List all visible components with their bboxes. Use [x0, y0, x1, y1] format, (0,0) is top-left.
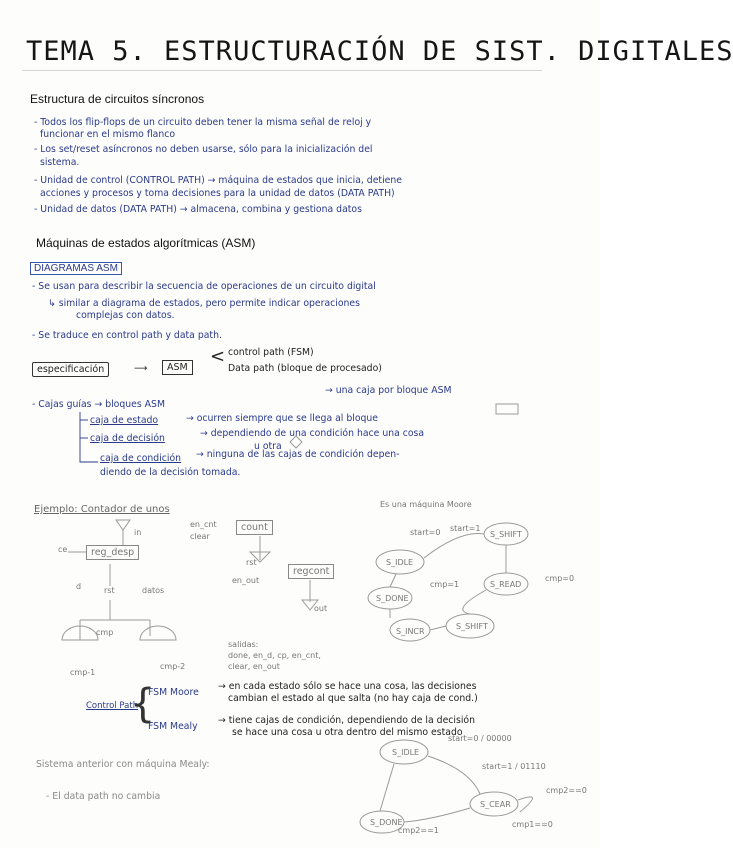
- node-s-shift-a: [484, 523, 528, 545]
- node-s-done: [368, 587, 412, 609]
- asm-diagram-tag: DIAGRAMAS ASM: [30, 262, 122, 275]
- edge-read-shiftb: [463, 590, 486, 614]
- mealy-text-1: → tiene cajas de condición, dependiendo de la decisión: [218, 715, 475, 726]
- state-s-shift-b: S_SHIFT: [456, 622, 488, 631]
- count-box: count: [236, 520, 273, 535]
- mealy-node-idle: [380, 740, 428, 764]
- state-box-icon: [496, 404, 518, 414]
- s1-line-4: sistema.: [40, 157, 80, 168]
- state-s-idle: S_IDLE: [386, 558, 414, 567]
- trans-cmp-0: cmp=0: [545, 574, 575, 583]
- node-s-shift-b: [446, 614, 494, 638]
- mealy-lbl-start1: start=1 / 01110: [482, 762, 546, 771]
- outputs-line2: clear, en_out: [228, 662, 280, 671]
- edge-idle-shift: [424, 534, 484, 559]
- flow-out-control: control path (FSM): [228, 347, 314, 358]
- node-s-incr: [390, 619, 430, 641]
- s1-line-2: funcionar en el mismo flanco: [40, 129, 176, 140]
- mealy-node-done: [360, 811, 404, 833]
- lbl-en-out: en_out: [232, 576, 260, 585]
- mealy-state-idle: S_IDLE: [392, 748, 420, 757]
- spec-arrow: ⟶: [134, 363, 148, 374]
- moore-text-2: cambian el estado al que salta (no hay caja de cond.): [228, 693, 478, 704]
- s2-line-2: ↳ similar a diagrama de estados, pero permite indicar operaciones: [48, 298, 360, 309]
- example-heading: Ejemplo: Contador de unos: [34, 504, 170, 515]
- section1-heading: Estructura de circuitos síncronos: [30, 92, 205, 106]
- lbl-cmp: cmp: [96, 628, 114, 637]
- s2-line-1: - Se usan para describir la secuencia de operaciones de un circuito digital: [32, 281, 376, 292]
- s1-line-3: - Los set/reset asíncronos no deben usarse, sólo para la inicialización del: [34, 144, 373, 155]
- lbl-out: out: [314, 604, 328, 613]
- flow-out-data: Data path (bloque de procesado): [228, 363, 382, 374]
- trans-start-0: start=0: [410, 528, 441, 537]
- mealy-edge-done-idle: [380, 764, 394, 811]
- lbl-d: d: [76, 582, 82, 591]
- page-title: TEMA 5. ESTRUCTURACIÓN DE SIST. DIGITALES: [26, 36, 733, 67]
- lbl-cmp-2: cmp-2: [160, 662, 186, 671]
- moore-text-1: → en cada estado sólo se hace una cosa, las decisiones: [218, 681, 477, 692]
- edge-done-idle: [390, 574, 396, 587]
- mealy-edge-cear-done: [404, 808, 470, 822]
- compare-brace: {: [130, 681, 156, 727]
- caja-decision-text2: u otra: [254, 441, 282, 452]
- mealy-label: FSM Mealy: [148, 721, 198, 732]
- caja-condicion-text2: diendo de la decisión tomada.: [100, 467, 241, 478]
- input-triangle: [116, 520, 130, 530]
- caja-condicion-label: caja de condición: [100, 453, 182, 464]
- caja-condicion-text: → ninguna de las cajas de condición depen-: [196, 449, 400, 460]
- section2-heading: Máquinas de estados algorítmicas (ASM): [36, 236, 256, 250]
- asm-box: ASM: [162, 360, 193, 375]
- edge-shiftb-incr: [430, 626, 446, 630]
- mealy-state-cear: S_CEAR: [480, 800, 511, 809]
- state-s-done: S_DONE: [376, 594, 409, 603]
- fsm-moore-note: Es una máquina Moore: [380, 500, 472, 509]
- lbl-ce: ce: [58, 545, 68, 554]
- lbl-datos: datos: [142, 586, 165, 595]
- mealy-heading: Sistema anterior con máquina Mealy:: [36, 759, 210, 770]
- outputs-line1: done, en_d, cp, en_cnt,: [228, 651, 321, 660]
- lbl-rst2: rst: [246, 558, 257, 567]
- trans-cmp-1: cmp=1: [430, 580, 460, 589]
- lbl-en-cnt: en_cnt: [190, 520, 217, 529]
- boxes-intro-note: → una caja por bloque ASM: [325, 385, 452, 396]
- mealy-edge-self: [518, 797, 533, 812]
- mealy-lbl-cmp2-1: cmp2==1: [398, 826, 439, 835]
- control-path-label: Control Path: [86, 701, 139, 711]
- mealy-lbl-cmp2-0: cmp2==0: [546, 786, 587, 795]
- state-s-read: S_READ: [490, 580, 522, 589]
- node-s-read: [484, 573, 528, 595]
- mealy-edge-idle-cear: [428, 756, 480, 794]
- flow-brace: <: [210, 346, 226, 367]
- gate-right: [140, 626, 176, 640]
- spec-box: especificación: [32, 362, 109, 377]
- caja-decision-label: caja de decisión: [90, 433, 165, 444]
- lbl-clear: clear: [190, 532, 210, 541]
- state-s-incr: S_INCR: [396, 627, 425, 636]
- s1-line-5: - Unidad de control (CONTROL PATH) → máquina de estados que inicia, detiene: [34, 175, 402, 186]
- lbl-in: in: [134, 528, 142, 537]
- moore-label: FSM Moore: [148, 687, 199, 698]
- lbl-cmp-1: cmp-1: [70, 668, 96, 677]
- state-s-shift-a: S_SHIFT: [490, 530, 522, 539]
- boxes-tree: [80, 412, 98, 462]
- mealy-lbl-start0: start=0 / 00000: [448, 734, 512, 743]
- regcont-box: regcont: [288, 564, 334, 579]
- trans-start-1: start=1: [450, 524, 481, 533]
- caja-decision-text: → dependiendo de una condición hace una cosa: [200, 428, 425, 439]
- mealy-node-cear: [470, 792, 518, 816]
- mealy-state-done: S_DONE: [370, 818, 403, 827]
- s1-line-6: acciones y procesos y toma decisiones para la unidad de datos (DATA PATH): [40, 188, 395, 199]
- s2-line-4: - Se traduce en control path y data path.: [32, 330, 222, 341]
- outputs-title: salidas:: [228, 640, 259, 649]
- mealy-lbl-cmp1-0: cmp1==0: [512, 820, 553, 829]
- caja-estado-text: → ocurren siempre que se llega al bloque: [186, 413, 379, 424]
- mealy-text-2: se hace una cosa u otra dentro del mismo estado: [232, 727, 463, 738]
- decision-diamond-icon: [290, 436, 302, 448]
- caja-estado-label: caja de estado: [90, 415, 159, 426]
- s1-line-1: - Todos los flip-flops de un circuito deben tener la misma señal de reloj y: [34, 117, 372, 128]
- boxes-intro: - Cajas guías → bloques ASM: [32, 399, 165, 410]
- mealy-note: - El data path no cambia: [46, 791, 161, 802]
- reg-desp-box: reg_desp: [86, 545, 139, 560]
- s1-line-7: - Unidad de datos (DATA PATH) → almacena, combina y gestiona datos: [34, 204, 362, 215]
- node-s-idle: [376, 550, 424, 574]
- lbl-rst: rst: [104, 586, 115, 595]
- s2-line-3: complejas con datos.: [76, 310, 175, 321]
